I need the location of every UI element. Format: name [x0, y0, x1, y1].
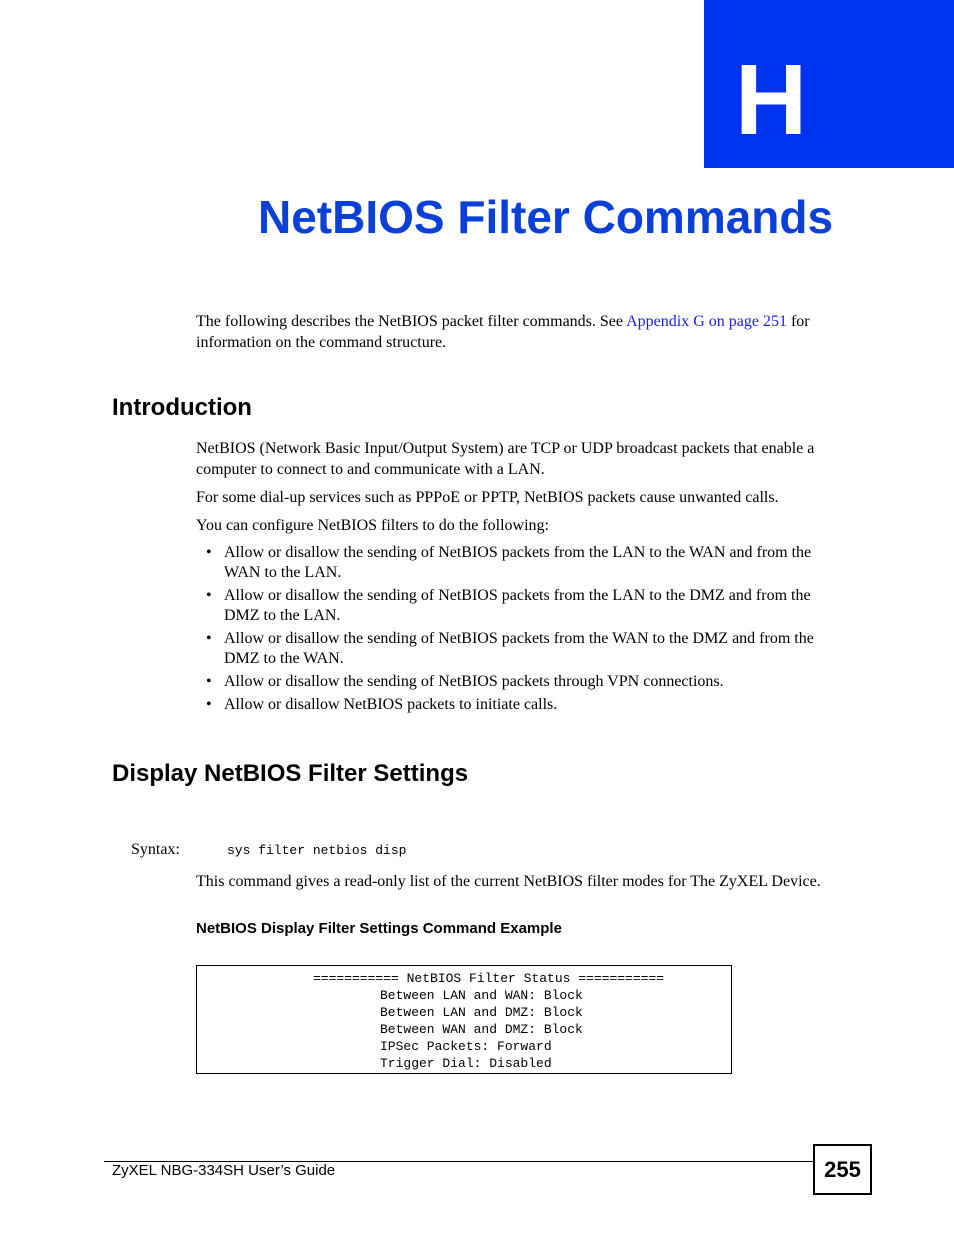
example-line: Trigger Dial: Disabled — [380, 1056, 552, 1071]
example-line: Between LAN and WAN: Block — [380, 988, 583, 1003]
page-number: 255 — [813, 1144, 872, 1195]
example-line: =========== NetBIOS Filter Status =========== — [313, 971, 665, 986]
example-line: Between WAN and DMZ: Block — [380, 1022, 583, 1037]
list-item: • Allow or disallow the sending of NetBIOS packets through VPN connections. — [206, 673, 724, 690]
list-item: • Allow or disallow the sending of NetBIOS packets from the LAN to the DMZ and from the DMZ to the LAN. — [206, 587, 811, 624]
display-description: This command gives a read-only list of the current NetBIOS filter modes for The ZyXEL Device. — [196, 873, 821, 890]
introduction-heading: Introduction — [112, 394, 252, 421]
syntax-label: Syntax: — [131, 841, 180, 858]
filter-options-list — [206, 543, 838, 718]
example-caption: NetBIOS Display Filter Settings Command Example — [196, 920, 562, 937]
chapter-letter: H — [735, 44, 808, 156]
intro-body-3: You can configure NetBIOS filters to do the following: — [196, 517, 549, 534]
intro-text-before: The following describes the NetBIOS packet filter commands. See — [196, 313, 627, 330]
list-item-text: Allow or disallow the sending of NetBIOS packets from the LAN to the WAN and from the WAN to the LAN. — [224, 544, 812, 581]
list-item-text: Allow or disallow the sending of NetBIOS packets through VPN connections. — [224, 673, 724, 690]
syntax-command: sys filter netbios disp — [227, 843, 407, 858]
list-item-text: Allow or disallow NetBIOS packets to initiate calls. — [224, 696, 558, 713]
appendix-g-link[interactable]: Appendix G on page 251 — [626, 313, 787, 330]
command-example-box — [196, 965, 732, 1074]
intro-body-2: For some dial-up services such as PPPoE or PPTP, NetBIOS packets cause unwanted calls. — [196, 489, 779, 506]
list-item: • Allow or disallow NetBIOS packets to initiate calls. — [206, 696, 558, 713]
intro-body-1: NetBIOS (Network Basic Input/Output System) are TCP or UDP broadcast packets that enable a computer to connect to and communicate with a LAN. — [196, 440, 815, 478]
page-title: NetBIOS Filter Commands — [258, 191, 834, 243]
footer-guide-title: ZyXEL NBG-334SH User’s Guide — [112, 1162, 336, 1179]
display-heading: Display NetBIOS Filter Settings — [112, 760, 469, 787]
list-item: • Allow or disallow the sending of NetBIOS packets from the WAN to the DMZ and from the DMZ to the WAN. — [206, 630, 814, 667]
intro-paragraph — [196, 311, 836, 353]
list-item: • Allow or disallow the sending of NetBIOS packets from the LAN to the WAN and from the WAN to the LAN. — [206, 544, 812, 581]
chapter-tab — [704, 0, 954, 168]
intro-text-after: for information on the command structure. — [196, 313, 810, 351]
list-item-text: Allow or disallow the sending of NetBIOS packets from the LAN to the DMZ and from the DMZ to the LAN. — [224, 587, 811, 624]
example-line: IPSec Packets: Forward — [380, 1039, 552, 1054]
list-item-text: Allow or disallow the sending of NetBIOS packets from the WAN to the DMZ and from the DMZ to the WAN. — [224, 630, 814, 667]
example-line: Between LAN and DMZ: Block — [380, 1005, 583, 1020]
